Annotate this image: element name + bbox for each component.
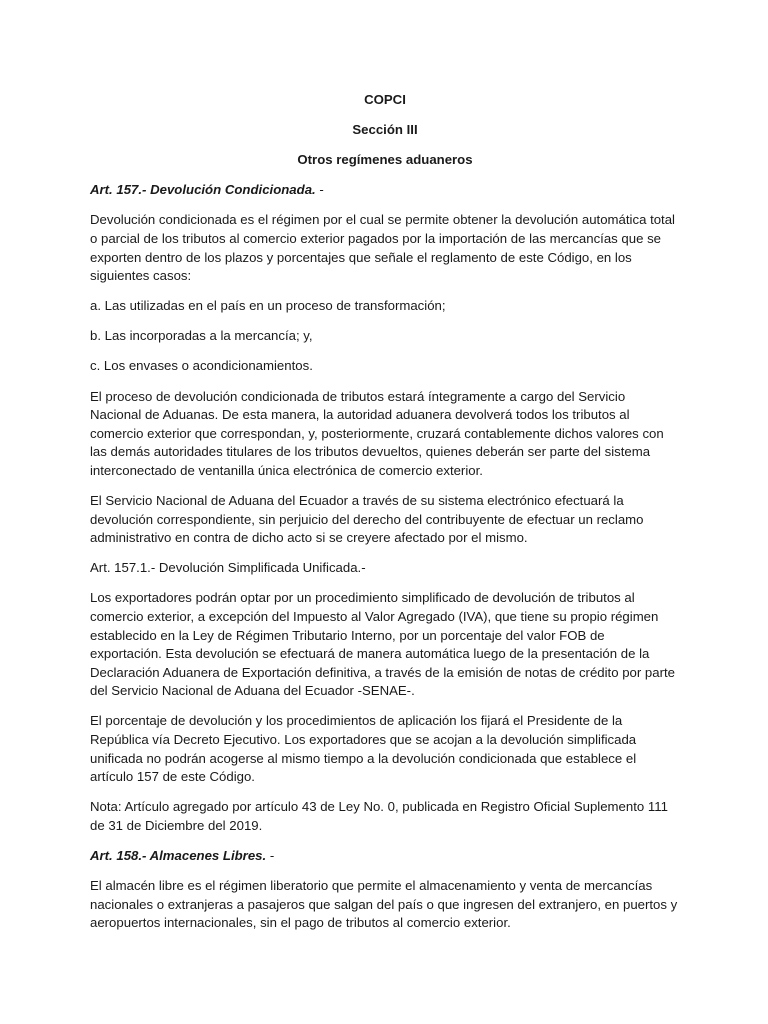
art1571-paragraph-1: Los exportadores podrán optar por un procedimiento simplificado de devolución de tributos al comercio exterior, a excepción del Impuesto al Valor Agregado (IVA), que tiene su propio régimen establecido en la Ley de Régimen Tributario Interno, por un porcentaje del valor FOB de exportación. Esta devolución se efectuará de manera automática luego de la presentación de la Declaración Aduanera de Exportación definitiva, a través de la emisión de notas de crédito por parte del Servicio Nacional de Aduana del Ecuador -SENAE-. — [90, 590, 675, 699]
art157-intro: Devolución condicionada es el régimen por el cual se permite obtener la devolución automática total o parcial de los tributos al comercio exterior pagados por la importación de las mercancías que se exporten dentro de los plazos y porcentajes que señale el reglamento de este Código, en los siguientes casos: — [90, 212, 675, 284]
art1571-heading: Art. 157.1.- Devolución Simplificada Unificada.- — [90, 560, 366, 576]
art158-heading-dash: - — [266, 848, 275, 863]
art157-item-a: a. Las utilizadas en el país en un proceso de transformación; — [90, 298, 446, 314]
art157-heading-dash: - — [315, 182, 324, 198]
art157-paragraph-2: El proceso de devolución condicionada de tributos estará íntegramente a cargo del Servicio Nacional de Aduanas. De esta manera, la autoridad aduanera devolverá todos los tributos al comercio exterior que correspondan, y, posteriormente, cruzará contablemente dichos valores con las demás autoridades titulares de los tributos devueltos, quienes deberán ser parte del sistema interconectado de ventanilla única electrónica de comercio exterior. — [90, 388, 664, 478]
art157-item-c: c. Los envases o acondicionamientos. — [90, 358, 313, 374]
document-code: COPCI — [364, 92, 406, 107]
art157-heading-text: Art. 157.- Devolución Condicionada. — [90, 182, 316, 198]
section-title: Sección III — [352, 122, 418, 138]
section-subtitle: Otros regímenes aduaneros — [297, 152, 473, 168]
art157-heading — [90, 181, 680, 200]
art1571-paragraph-2: El porcentaje de devolución y los procedimientos de aplicación los fijará el Presidente de la República vía Decreto Ejecutivo. Los exportadores que se acojan a la devolución simplificada unificada no podrán acogerse al mismo tiempo a la devolución condicionada que establece el artículo 157 de este Código. — [90, 713, 637, 785]
art1571-note: Nota: Artículo agregado por artículo 43 de Ley No. 0, publicada en Registro Oficial Suplemento 111 de 31 de Diciembre del 2019. — [90, 799, 668, 833]
art158-heading-text: Art. 158.- Almacenes Libres. — [90, 848, 267, 863]
art157-item-b: b. Las incorporadas a la mercancía; y, — [90, 328, 313, 344]
art158-paragraph-1: El almacén libre es el régimen liberatorio que permite el almacenamiento y venta de mercancías nacionales o extranjeras a pasajeros que salgan del país o que ingresen del extranjero, en puertos y aeropuertos internacionales, sin el pago de tributos al comercio exterior. — [90, 878, 678, 931]
art158-heading — [90, 847, 680, 866]
art157-paragraph-3: El Servicio Nacional de Aduana del Ecuador a través de su sistema electrónico efectuará la devolución correspondiente, sin perjuicio del derecho del contribuyente de efectuar un reclamo administrativo en contra de dicho acto si se creyere afectado por el mismo. — [90, 493, 644, 546]
